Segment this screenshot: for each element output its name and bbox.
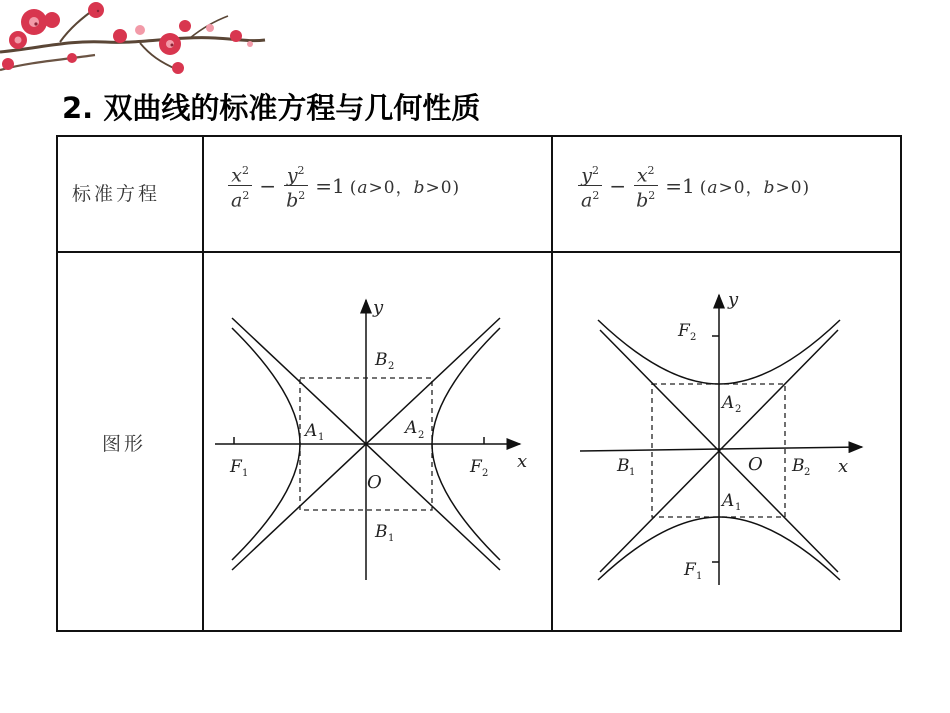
- svg-text:1: 1: [388, 533, 395, 544]
- svg-text:1: 1: [242, 468, 249, 479]
- fraction-2: $\frac{y^2}{b^2}$: [283, 161, 308, 211]
- origin-label: O: [748, 454, 763, 475]
- svg-text:2: 2: [388, 361, 395, 372]
- title-text: 双曲线的标准方程与几何性质: [103, 91, 481, 125]
- row-label-equation: 标准方程: [72, 183, 161, 205]
- x-axis-label: x: [838, 456, 849, 477]
- svg-text:1: 1: [735, 502, 742, 513]
- y-axis-label: y: [373, 297, 384, 318]
- point-b1-label: B: [375, 522, 388, 542]
- point-a2-label: A: [722, 393, 735, 413]
- svg-text:2: 2: [804, 467, 811, 478]
- point-f1-label: F: [230, 457, 242, 477]
- title-number: 2.: [62, 91, 94, 125]
- equation-condition: (a>0，b>0): [349, 178, 461, 199]
- fraction-1: $\frac{x^2}{a^2}$: [228, 161, 252, 211]
- point-a1-label: A: [305, 421, 318, 441]
- point-f1-label: F: [684, 560, 696, 580]
- table-divider-row: [58, 251, 900, 253]
- figure-vertical-hyperbola: [570, 285, 890, 590]
- point-a2-label: A: [405, 418, 418, 438]
- x-axis-label: x: [517, 451, 528, 472]
- row-label-figure: 图形: [102, 433, 147, 455]
- table-divider-col2: [551, 137, 553, 630]
- point-b2-label: B: [375, 350, 388, 370]
- svg-text:1: 1: [629, 467, 636, 478]
- equation-condition: (a>0，b>0): [699, 178, 811, 199]
- svg-text:2: 2: [418, 430, 425, 441]
- figure-horizontal-hyperbola: [205, 290, 545, 590]
- svg-text:2: 2: [690, 332, 697, 343]
- point-f2-label: F: [678, 321, 690, 341]
- point-f2-label: F: [470, 457, 482, 477]
- plum-blossom-decoration: [0, 0, 270, 95]
- fraction-2: $\frac{x^2}{b^2}$: [633, 161, 658, 211]
- slide-title: [62, 86, 480, 127]
- origin-label: O: [367, 472, 382, 493]
- svg-text:2: 2: [482, 468, 489, 479]
- y-axis-label: y: [728, 289, 739, 310]
- svg-text:1: 1: [696, 571, 703, 582]
- fraction-1: $\frac{y^2}{a^2}$: [578, 161, 602, 211]
- table-divider-col1: [202, 137, 204, 630]
- point-b2-label: B: [792, 456, 805, 476]
- equation-y-axis-hyperbola: $\frac{y^2}{a^2}$ − $\frac{x^2}{b^2}$ =1 (a>0，b>0): [576, 161, 810, 211]
- svg-text:1: 1: [318, 432, 325, 443]
- point-a1-label: A: [722, 491, 735, 511]
- point-b1-label: B: [617, 456, 630, 476]
- equation-x-axis-hyperbola: $\frac{x^2}{a^2}$ − $\frac{y^2}{b^2}$ =1 (a>0，b>0): [226, 161, 460, 211]
- svg-text:2: 2: [735, 404, 742, 415]
